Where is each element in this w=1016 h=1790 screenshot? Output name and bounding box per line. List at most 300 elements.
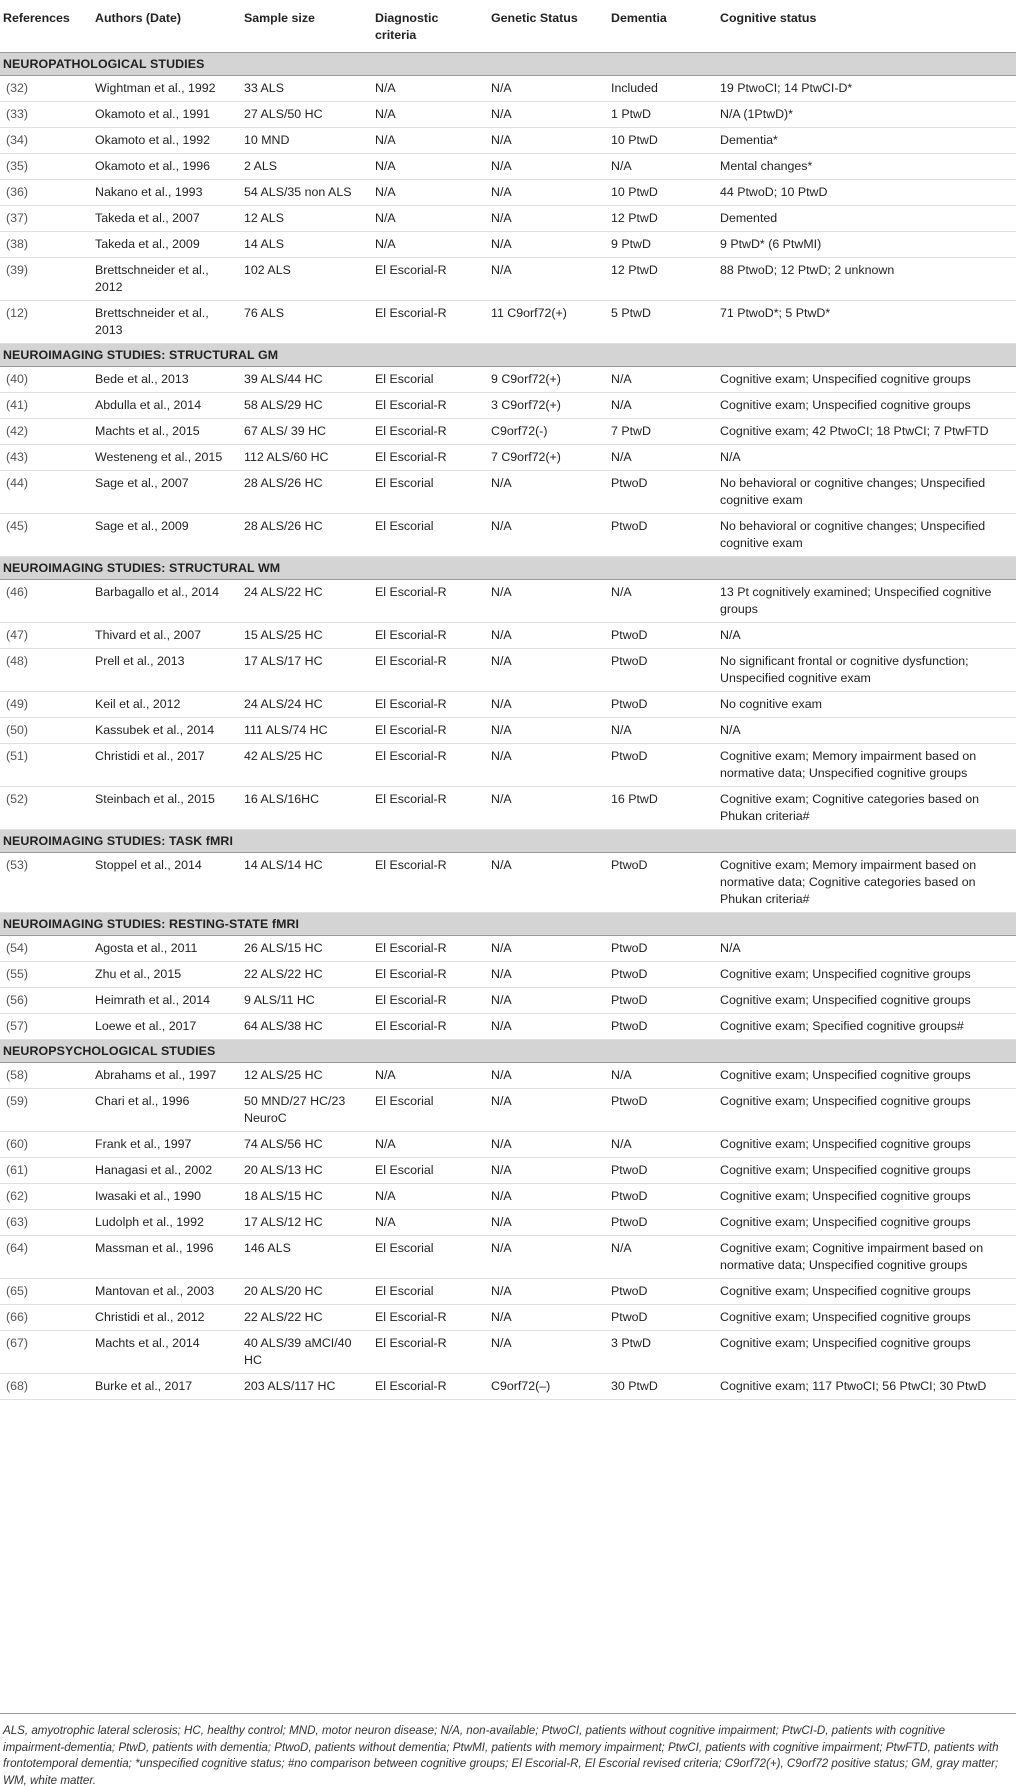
- genetic-status-cell: N/A: [488, 1014, 608, 1040]
- sample-size-cell: 12 ALS/25 HC: [241, 1063, 372, 1089]
- diagnostic-criteria-cell: El Escorial-R: [372, 853, 488, 913]
- sample-size-cell: 111 ALS/74 HC: [241, 718, 372, 744]
- authors-cell: Iwasaki et al., 1990: [92, 1184, 241, 1210]
- diagnostic-criteria-cell: El Escorial: [372, 471, 488, 514]
- cognitive-status-cell: N/A: [717, 936, 1016, 962]
- cognitive-status-cell: N/A: [717, 445, 1016, 471]
- sample-size-cell: 28 ALS/26 HC: [241, 514, 372, 557]
- sample-size-cell: 74 ALS/56 HC: [241, 1132, 372, 1158]
- diagnostic-criteria-cell: El Escorial: [372, 514, 488, 557]
- cognitive-status-cell: No behavioral or cognitive changes; Unspecified cognitive exam: [717, 471, 1016, 514]
- ref-cell[interactable]: (55): [0, 962, 92, 988]
- dementia-cell: 1 PtwD: [608, 102, 717, 128]
- ref-cell[interactable]: (57): [0, 1014, 92, 1040]
- diagnostic-criteria-cell: El Escorial-R: [372, 988, 488, 1014]
- genetic-status-cell: N/A: [488, 1158, 608, 1184]
- cognitive-status-cell: N/A: [717, 718, 1016, 744]
- sample-size-cell: 54 ALS/35 non ALS: [241, 180, 372, 206]
- table-row: [0, 1210, 1016, 1236]
- dementia-cell: PtwoD: [608, 692, 717, 718]
- sample-size-cell: 17 ALS/17 HC: [241, 649, 372, 692]
- ref-cell[interactable]: (32): [0, 76, 92, 102]
- dementia-cell: N/A: [608, 393, 717, 419]
- authors-cell: Brettschneider et al., 2012: [92, 258, 241, 301]
- table-row: [0, 1184, 1016, 1210]
- diagnostic-criteria-cell: El Escorial-R: [372, 718, 488, 744]
- authors-cell: Hanagasi et al., 2002: [92, 1158, 241, 1184]
- cognitive-status-cell: Cognitive exam; Unspecified cognitive groups: [717, 1063, 1016, 1089]
- authors-cell: Brettschneider et al., 2013: [92, 301, 241, 344]
- diagnostic-criteria-cell: N/A: [372, 206, 488, 232]
- genetic-status-cell: N/A: [488, 718, 608, 744]
- authors-cell: Heimrath et al., 2014: [92, 988, 241, 1014]
- cognitive-status-cell: Cognitive exam; Unspecified cognitive groups: [717, 1132, 1016, 1158]
- cognitive-status-cell: Cognitive exam; Unspecified cognitive groups: [717, 367, 1016, 393]
- authors-cell: Abrahams et al., 1997: [92, 1063, 241, 1089]
- diagnostic-criteria-cell: El Escorial-R: [372, 393, 488, 419]
- authors-cell: Barbagallo et al., 2014: [92, 580, 241, 623]
- diagnostic-criteria-cell: N/A: [372, 1063, 488, 1089]
- dementia-cell: N/A: [608, 445, 717, 471]
- section-header-row: [0, 53, 1016, 76]
- header-genetic-status: Genetic Status: [488, 0, 608, 53]
- diagnostic-criteria-cell: N/A: [372, 1132, 488, 1158]
- authors-cell: Machts et al., 2015: [92, 419, 241, 445]
- genetic-status-cell: N/A: [488, 1210, 608, 1236]
- diagnostic-criteria-cell: El Escorial-R: [372, 692, 488, 718]
- genetic-status-cell: 7 C9orf72(+): [488, 445, 608, 471]
- dementia-cell: PtwoD: [608, 936, 717, 962]
- section-title: NEUROIMAGING STUDIES: RESTING-STATE fMRI: [0, 913, 1016, 936]
- dementia-cell: N/A: [608, 580, 717, 623]
- cognitive-status-cell: 19 PtwoCI; 14 PtwCI-D*: [717, 76, 1016, 102]
- genetic-status-cell: N/A: [488, 962, 608, 988]
- ref-cell[interactable]: (61): [0, 1158, 92, 1184]
- sample-size-cell: 17 ALS/12 HC: [241, 1210, 372, 1236]
- ref-cell[interactable]: (12): [0, 301, 92, 344]
- ref-cell[interactable]: (64): [0, 1236, 92, 1279]
- table-row: [0, 1158, 1016, 1184]
- ref-cell[interactable]: (42): [0, 419, 92, 445]
- section-header-row: [0, 913, 1016, 936]
- section-title: NEUROIMAGING STUDIES: TASK fMRI: [0, 830, 1016, 853]
- dementia-cell: 30 PtwD: [608, 1374, 717, 1400]
- ref-cell[interactable]: (63): [0, 1210, 92, 1236]
- ref-cell[interactable]: (43): [0, 445, 92, 471]
- ref-cell[interactable]: (33): [0, 102, 92, 128]
- dementia-cell: 9 PtwD: [608, 232, 717, 258]
- table-row: [0, 1132, 1016, 1158]
- section-header-row: [0, 830, 1016, 853]
- authors-cell: Mantovan et al., 2003: [92, 1279, 241, 1305]
- sample-size-cell: 20 ALS/13 HC: [241, 1158, 372, 1184]
- genetic-status-cell: N/A: [488, 232, 608, 258]
- dementia-cell: 12 PtwD: [608, 206, 717, 232]
- genetic-status-cell: C9orf72(-): [488, 419, 608, 445]
- table-row: [0, 580, 1016, 623]
- diagnostic-criteria-cell: El Escorial-R: [372, 301, 488, 344]
- diagnostic-criteria-cell: El Escorial-R: [372, 649, 488, 692]
- table-row: [0, 1279, 1016, 1305]
- header-references: References: [0, 0, 92, 53]
- dementia-cell: N/A: [608, 154, 717, 180]
- authors-cell: Kassubek et al., 2014: [92, 718, 241, 744]
- table-row: [0, 471, 1016, 514]
- diagnostic-criteria-cell: N/A: [372, 154, 488, 180]
- cognitive-status-cell: Dementia*: [717, 128, 1016, 154]
- dementia-cell: 3 PtwD: [608, 1331, 717, 1374]
- ref-cell[interactable]: (44): [0, 471, 92, 514]
- cognitive-status-cell: Cognitive exam; 117 PtwoCI; 56 PtwCI; 30 PtwD: [717, 1374, 1016, 1400]
- ref-cell[interactable]: (45): [0, 514, 92, 557]
- authors-cell: Christidi et al., 2012: [92, 1305, 241, 1331]
- table-row: [0, 1374, 1016, 1400]
- genetic-status-cell: N/A: [488, 744, 608, 787]
- cognitive-status-cell: 13 Pt cognitively examined; Unspecified cognitive groups: [717, 580, 1016, 623]
- genetic-status-cell: N/A: [488, 623, 608, 649]
- genetic-status-cell: N/A: [488, 1331, 608, 1374]
- sample-size-cell: 22 ALS/22 HC: [241, 1305, 372, 1331]
- dementia-cell: PtwoD: [608, 623, 717, 649]
- authors-cell: Takeda et al., 2009: [92, 232, 241, 258]
- dementia-cell: PtwoD: [608, 853, 717, 913]
- authors-cell: Takeda et al., 2007: [92, 206, 241, 232]
- table-row: [0, 180, 1016, 206]
- authors-cell: Burke et al., 2017: [92, 1374, 241, 1400]
- sample-size-cell: 67 ALS/ 39 HC: [241, 419, 372, 445]
- genetic-status-cell: N/A: [488, 514, 608, 557]
- section-title: NEUROPATHOLOGICAL STUDIES: [0, 53, 1016, 76]
- sample-size-cell: 33 ALS: [241, 76, 372, 102]
- sample-size-cell: 20 ALS/20 HC: [241, 1279, 372, 1305]
- section-title: NEUROPSYCHOLOGICAL STUDIES: [0, 1040, 1016, 1063]
- table-row: [0, 232, 1016, 258]
- sample-size-cell: 50 MND/27 HC/23 NeuroC: [241, 1089, 372, 1132]
- dementia-cell: 5 PtwD: [608, 301, 717, 344]
- authors-cell: Steinbach et al., 2015: [92, 787, 241, 830]
- dementia-cell: 10 PtwD: [608, 180, 717, 206]
- genetic-status-cell: N/A: [488, 853, 608, 913]
- authors-cell: Thivard et al., 2007: [92, 623, 241, 649]
- cognitive-status-cell: 44 PtwoD; 10 PtwD: [717, 180, 1016, 206]
- genetic-status-cell: N/A: [488, 1279, 608, 1305]
- cognitive-status-cell: Cognitive exam; Unspecified cognitive groups: [717, 1184, 1016, 1210]
- table-row: [0, 393, 1016, 419]
- genetic-status-cell: N/A: [488, 154, 608, 180]
- sample-size-cell: 10 MND: [241, 128, 372, 154]
- ref-cell[interactable]: (37): [0, 206, 92, 232]
- genetic-status-cell: N/A: [488, 180, 608, 206]
- dementia-cell: 10 PtwD: [608, 128, 717, 154]
- authors-cell: Loewe et al., 2017: [92, 1014, 241, 1040]
- table-row: [0, 936, 1016, 962]
- table-row: [0, 744, 1016, 787]
- diagnostic-criteria-cell: N/A: [372, 1184, 488, 1210]
- sample-size-cell: 112 ALS/60 HC: [241, 445, 372, 471]
- table-row: [0, 1014, 1016, 1040]
- section-title: NEUROIMAGING STUDIES: STRUCTURAL GM: [0, 344, 1016, 367]
- dementia-cell: N/A: [608, 1063, 717, 1089]
- genetic-status-cell: N/A: [488, 1184, 608, 1210]
- header-cognitive-status: Cognitive status: [717, 0, 1016, 53]
- diagnostic-criteria-cell: N/A: [372, 76, 488, 102]
- table-row: [0, 623, 1016, 649]
- sample-size-cell: 28 ALS/26 HC: [241, 471, 372, 514]
- sample-size-cell: 12 ALS: [241, 206, 372, 232]
- authors-cell: Abdulla et al., 2014: [92, 393, 241, 419]
- diagnostic-criteria-cell: El Escorial-R: [372, 1014, 488, 1040]
- ref-cell[interactable]: (39): [0, 258, 92, 301]
- authors-cell: Frank et al., 1997: [92, 1132, 241, 1158]
- ref-cell[interactable]: (49): [0, 692, 92, 718]
- authors-cell: Machts et al., 2014: [92, 1331, 241, 1374]
- sample-size-cell: 14 ALS: [241, 232, 372, 258]
- ref-cell[interactable]: (58): [0, 1063, 92, 1089]
- ref-cell[interactable]: (40): [0, 367, 92, 393]
- diagnostic-criteria-cell: El Escorial-R: [372, 936, 488, 962]
- genetic-status-cell: N/A: [488, 1063, 608, 1089]
- table-row: [0, 206, 1016, 232]
- header-dementia: Dementia: [608, 0, 717, 53]
- table-row: [0, 962, 1016, 988]
- sample-size-cell: 14 ALS/14 HC: [241, 853, 372, 913]
- genetic-status-cell: N/A: [488, 1089, 608, 1132]
- cognitive-status-cell: No behavioral or cognitive changes; Unspecified cognitive exam: [717, 514, 1016, 557]
- table-footnote: ALS, amyotrophic lateral sclerosis; HC, healthy control; MND, motor neuron disease; N/A, non-available; PtwoCI, patients without cognitive impairment; PtwCI-D, patients with cognitive impairment-dementia; PtwD, patients with dementia; PtwoD, patients without dementia; PtwMI, patients with memory impairment; PtwCI, patients with cognitive impairment; PtwFTD, patients with frontotemporal dementia; *unspecified cognitive status; #no comparison between cognitive groups; El Escorial-R, El Escorial revised criteria; C9orf72(+), C9orf72 positive status; GM, gray matter; WM, white matter.: [3, 1724, 999, 1787]
- ref-cell[interactable]: (51): [0, 744, 92, 787]
- cognitive-status-cell: No significant frontal or cognitive dysfunction; Unspecified cognitive exam: [717, 649, 1016, 692]
- authors-cell: Christidi et al., 2017: [92, 744, 241, 787]
- diagnostic-criteria-cell: El Escorial: [372, 1089, 488, 1132]
- genetic-status-cell: 9 C9orf72(+): [488, 367, 608, 393]
- authors-cell: Westeneng et al., 2015: [92, 445, 241, 471]
- ref-cell[interactable]: (48): [0, 649, 92, 692]
- ref-cell[interactable]: (34): [0, 128, 92, 154]
- table-row: [0, 154, 1016, 180]
- dementia-cell: PtwoD: [608, 1210, 717, 1236]
- table-row: [0, 76, 1016, 102]
- ref-cell[interactable]: (60): [0, 1132, 92, 1158]
- diagnostic-criteria-cell: El Escorial: [372, 1158, 488, 1184]
- ref-cell[interactable]: (53): [0, 853, 92, 913]
- diagnostic-criteria-cell: N/A: [372, 232, 488, 258]
- sample-size-cell: 2 ALS: [241, 154, 372, 180]
- dementia-cell: PtwoD: [608, 1014, 717, 1040]
- cognitive-status-cell: Cognitive exam; Specified cognitive groups#: [717, 1014, 1016, 1040]
- ref-cell[interactable]: (56): [0, 988, 92, 1014]
- diagnostic-criteria-cell: El Escorial-R: [372, 445, 488, 471]
- sample-size-cell: 203 ALS/117 HC: [241, 1374, 372, 1400]
- genetic-status-cell: N/A: [488, 692, 608, 718]
- dementia-cell: 7 PtwD: [608, 419, 717, 445]
- cognitive-status-cell: N/A (1PtwD)*: [717, 102, 1016, 128]
- sample-size-cell: 9 ALS/11 HC: [241, 988, 372, 1014]
- ref-cell[interactable]: (47): [0, 623, 92, 649]
- dementia-cell: Included: [608, 76, 717, 102]
- authors-cell: Sage et al., 2007: [92, 471, 241, 514]
- dementia-cell: PtwoD: [608, 514, 717, 557]
- table-row: [0, 445, 1016, 471]
- ref-cell[interactable]: (67): [0, 1331, 92, 1374]
- cognitive-status-cell: Cognitive exam; Memory impairment based on normative data; Unspecified cognitive groups: [717, 744, 1016, 787]
- dementia-cell: N/A: [608, 1132, 717, 1158]
- dementia-cell: PtwoD: [608, 1184, 717, 1210]
- dementia-cell: PtwoD: [608, 744, 717, 787]
- ref-cell[interactable]: (62): [0, 1184, 92, 1210]
- ref-cell[interactable]: (54): [0, 936, 92, 962]
- ref-cell[interactable]: (66): [0, 1305, 92, 1331]
- dementia-cell: 12 PtwD: [608, 258, 717, 301]
- cognitive-status-cell: N/A: [717, 623, 1016, 649]
- ref-cell[interactable]: (36): [0, 180, 92, 206]
- genetic-status-cell: N/A: [488, 258, 608, 301]
- ref-cell[interactable]: (50): [0, 718, 92, 744]
- diagnostic-criteria-cell: El Escorial: [372, 367, 488, 393]
- genetic-status-cell: C9orf72(–): [488, 1374, 608, 1400]
- table-body: [0, 53, 1016, 1400]
- cognitive-status-cell: Demented: [717, 206, 1016, 232]
- genetic-status-cell: 3 C9orf72(+): [488, 393, 608, 419]
- ref-cell[interactable]: (68): [0, 1374, 92, 1400]
- cognitive-status-cell: Cognitive exam; Unspecified cognitive groups: [717, 1331, 1016, 1374]
- ref-cell[interactable]: (41): [0, 393, 92, 419]
- genetic-status-cell: N/A: [488, 580, 608, 623]
- dementia-cell: PtwoD: [608, 471, 717, 514]
- authors-cell: Agosta et al., 2011: [92, 936, 241, 962]
- section-header-row: [0, 344, 1016, 367]
- diagnostic-criteria-cell: N/A: [372, 180, 488, 206]
- dementia-cell: PtwoD: [608, 1305, 717, 1331]
- table-row: [0, 514, 1016, 557]
- diagnostic-criteria-cell: N/A: [372, 128, 488, 154]
- dementia-cell: PtwoD: [608, 1279, 717, 1305]
- table-row: [0, 301, 1016, 344]
- table-row: [0, 787, 1016, 830]
- diagnostic-criteria-cell: El Escorial-R: [372, 419, 488, 445]
- cognitive-status-cell: Cognitive exam; Cognitive categories based on Phukan criteria#: [717, 787, 1016, 830]
- cognitive-status-cell: 88 PtwoD; 12 PtwD; 2 unknown: [717, 258, 1016, 301]
- sample-size-cell: 27 ALS/50 HC: [241, 102, 372, 128]
- sample-size-cell: 64 ALS/38 HC: [241, 1014, 372, 1040]
- table-row: [0, 692, 1016, 718]
- diagnostic-criteria-cell: El Escorial: [372, 1279, 488, 1305]
- table-row: [0, 1305, 1016, 1331]
- section-title: NEUROIMAGING STUDIES: STRUCTURAL WM: [0, 557, 1016, 580]
- table-row: [0, 1236, 1016, 1279]
- table-row: [0, 258, 1016, 301]
- genetic-status-cell: N/A: [488, 206, 608, 232]
- authors-cell: Zhu et al., 2015: [92, 962, 241, 988]
- genetic-status-cell: N/A: [488, 649, 608, 692]
- dementia-cell: PtwoD: [608, 1158, 717, 1184]
- genetic-status-cell: N/A: [488, 1132, 608, 1158]
- diagnostic-criteria-cell: El Escorial-R: [372, 1331, 488, 1374]
- authors-cell: Ludolph et al., 1992: [92, 1210, 241, 1236]
- sample-size-cell: 15 ALS/25 HC: [241, 623, 372, 649]
- sample-size-cell: 24 ALS/22 HC: [241, 580, 372, 623]
- dementia-cell: PtwoD: [608, 649, 717, 692]
- dementia-cell: 16 PtwD: [608, 787, 717, 830]
- sample-size-cell: 146 ALS: [241, 1236, 372, 1279]
- ref-cell[interactable]: (52): [0, 787, 92, 830]
- ref-cell[interactable]: (65): [0, 1279, 92, 1305]
- section-header-row: [0, 557, 1016, 580]
- cognitive-status-cell: Cognitive exam; Memory impairment based on normative data; Cognitive categories based on Phukan criteria#: [717, 853, 1016, 913]
- sample-size-cell: 42 ALS/25 HC: [241, 744, 372, 787]
- authors-cell: Chari et al., 1996: [92, 1089, 241, 1132]
- section-header-row: [0, 1040, 1016, 1063]
- table-header-row: [0, 0, 1016, 53]
- dementia-cell: PtwoD: [608, 1089, 717, 1132]
- cognitive-status-cell: Cognitive exam; Cognitive impairment based on normative data; Unspecified cognitive groups: [717, 1236, 1016, 1279]
- sample-size-cell: 24 ALS/24 HC: [241, 692, 372, 718]
- authors-cell: Okamoto et al., 1991: [92, 102, 241, 128]
- cognitive-status-cell: Cognitive exam; Unspecified cognitive groups: [717, 1210, 1016, 1236]
- ref-cell[interactable]: (35): [0, 154, 92, 180]
- table-row: [0, 1331, 1016, 1374]
- diagnostic-criteria-cell: El Escorial-R: [372, 744, 488, 787]
- sample-size-cell: 22 ALS/22 HC: [241, 962, 372, 988]
- diagnostic-criteria-cell: El Escorial-R: [372, 787, 488, 830]
- dementia-cell: N/A: [608, 367, 717, 393]
- diagnostic-criteria-cell: El Escorial-R: [372, 1374, 488, 1400]
- diagnostic-criteria-cell: El Escorial-R: [372, 580, 488, 623]
- table-row: [0, 128, 1016, 154]
- authors-cell: Stoppel et al., 2014: [92, 853, 241, 913]
- cognitive-status-cell: Cognitive exam; Unspecified cognitive groups: [717, 393, 1016, 419]
- authors-cell: Keil et al., 2012: [92, 692, 241, 718]
- genetic-status-cell: N/A: [488, 76, 608, 102]
- dementia-cell: PtwoD: [608, 962, 717, 988]
- table-row: [0, 988, 1016, 1014]
- cognitive-status-cell: Cognitive exam; Unspecified cognitive groups: [717, 1305, 1016, 1331]
- cognitive-status-cell: Cognitive exam; Unspecified cognitive groups: [717, 1089, 1016, 1132]
- sample-size-cell: 39 ALS/44 HC: [241, 367, 372, 393]
- ref-cell[interactable]: (59): [0, 1089, 92, 1132]
- sample-size-cell: 26 ALS/15 HC: [241, 936, 372, 962]
- cognitive-status-cell: Cognitive exam; 42 PtwoCI; 18 PtwCI; 7 PtwFTD: [717, 419, 1016, 445]
- authors-cell: Massman et al., 1996: [92, 1236, 241, 1279]
- genetic-status-cell: N/A: [488, 1305, 608, 1331]
- cognitive-status-cell: Cognitive exam; Unspecified cognitive groups: [717, 1158, 1016, 1184]
- sample-size-cell: 102 ALS: [241, 258, 372, 301]
- table-row: [0, 853, 1016, 913]
- table-row: [0, 419, 1016, 445]
- authors-cell: Okamoto et al., 1992: [92, 128, 241, 154]
- footnote-divider: [0, 1713, 1016, 1714]
- sample-size-cell: 40 ALS/39 aMCI/40 HC: [241, 1331, 372, 1374]
- sample-size-cell: 18 ALS/15 HC: [241, 1184, 372, 1210]
- genetic-status-cell: N/A: [488, 102, 608, 128]
- authors-cell: Nakano et al., 1993: [92, 180, 241, 206]
- diagnostic-criteria-cell: El Escorial-R: [372, 1305, 488, 1331]
- header-diagnostic-criteria: Diagnostic criteria: [372, 0, 488, 53]
- ref-cell[interactable]: (38): [0, 232, 92, 258]
- cognitive-status-cell: Cognitive exam; Unspecified cognitive groups: [717, 988, 1016, 1014]
- genetic-status-cell: N/A: [488, 988, 608, 1014]
- cognitive-status-cell: Cognitive exam; Unspecified cognitive groups: [717, 962, 1016, 988]
- header-authors-date: Authors (Date): [92, 0, 241, 53]
- diagnostic-criteria-cell: El Escorial-R: [372, 962, 488, 988]
- diagnostic-criteria-cell: N/A: [372, 102, 488, 128]
- sample-size-cell: 16 ALS/16HC: [241, 787, 372, 830]
- genetic-status-cell: N/A: [488, 787, 608, 830]
- genetic-status-cell: 11 C9orf72(+): [488, 301, 608, 344]
- dementia-cell: PtwoD: [608, 988, 717, 1014]
- authors-cell: Bede et al., 2013: [92, 367, 241, 393]
- diagnostic-criteria-cell: El Escorial-R: [372, 258, 488, 301]
- ref-cell[interactable]: (46): [0, 580, 92, 623]
